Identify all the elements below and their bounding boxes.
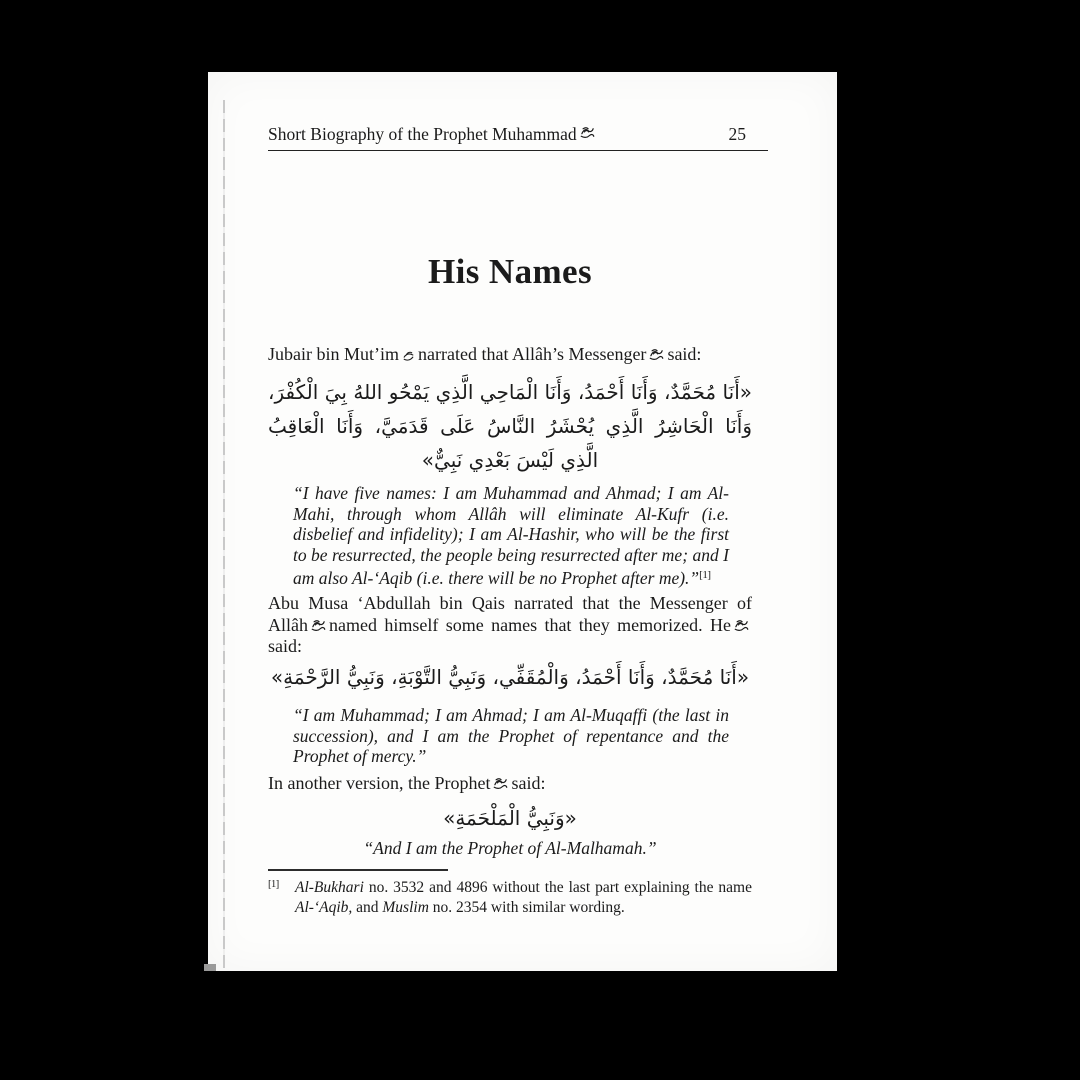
saw-honorific-icon	[493, 776, 508, 791]
footnote-source-bukhari: Al-Bukhari	[295, 879, 364, 896]
arabic-hadith-1: «أَنَا مُحَمَّدٌ، وَأَنَا أَحْمَدُ، وَأَنَا الْمَاحِي الَّذِي يَمْحُو اللهُ بِيَ الْكُفْرَ، وَأَنَا الْحَاشِرُ الَّذِي يُحْشَرُ النَّاسُ عَلَى قَدَمَيَّ، وَأَنَا الْعَاقِبُ الَّذِي لَيْسَ بَعْدِي نَبِيٌّ»	[268, 380, 752, 472]
paragraph-2-text-b: named himself some names that they memorized. He	[329, 614, 731, 635]
saw-honorific-icon	[649, 347, 664, 362]
saw-honorific-icon	[311, 618, 326, 633]
footnote-source-muslim: Muslim	[382, 899, 429, 916]
footnote-marker: [1]	[268, 879, 279, 890]
footnote-text-b: and	[352, 899, 383, 916]
narration-paragraph-1	[268, 344, 752, 366]
translation-2: “I am Muhammad; I am Ahmad; I am Al-Muqaffi (the last in succession), and I am the Prophet of repentance and the Prophet of mercy.”	[293, 705, 729, 766]
translation-1-text: “I have five names: I am Muhammad and Ahmad; I am Al-Mahi, through whom Allâh will eliminate Al-Kufr (i.e. disbelief and infidelity); I am Al-Hashir, who will be the first to be resurrected, the people being resurrected after me; and I am also Al-‘Aqib (i.e. there will be no Prophet after me).”	[293, 483, 729, 588]
ra-honorific-icon	[402, 349, 415, 362]
narration-paragraph-3	[268, 773, 752, 795]
arabic-hadith-2: «أَنَا مُحَمَّدٌ، وَأَنَا أَحْمَدُ، وَالْمُقَفِّي، وَنَبِيُّ التَّوْبَةِ، وَنَبِيُّ الرَّحْمَةِ»	[270, 665, 750, 689]
footnote-separator	[268, 869, 448, 871]
chapter-title: His Names	[427, 252, 592, 291]
running-head	[268, 124, 598, 145]
paragraph-3-text-b: said:	[511, 773, 546, 793]
footnote-reference: [1]	[699, 569, 711, 581]
paragraph-1-text-b: narrated that Allâh’s Messenger	[418, 344, 647, 364]
paragraph-3-text-a: In another version, the Prophet	[268, 773, 491, 793]
paragraph-2-text-c: said:	[268, 636, 302, 656]
page-corner-artifact	[204, 964, 216, 971]
footnote-text	[295, 878, 752, 918]
paragraph-1-text-a: Jubair bin Mut’im	[268, 344, 399, 364]
paragraph-2-text-a: Abu Musa ‘Abdullah bin Qais narrated that the Messenger of Allâh	[268, 593, 752, 635]
footnote-term-aqib: Al-‘Aqib,	[295, 899, 353, 916]
paragraph-1-text-c: said:	[667, 344, 702, 364]
saw-honorific-icon	[580, 125, 595, 140]
saw-honorific-icon	[734, 618, 749, 633]
binding-gutter-line	[223, 100, 225, 968]
page-header	[268, 124, 768, 151]
arabic-hadith-3: «وَنَبِيُّ الْمَلْحَمَةِ»	[443, 806, 577, 830]
translation-1	[293, 483, 729, 589]
page-number: 25	[728, 124, 746, 144]
translation-3: “And I am the Prophet of Al-Malhamah.”	[363, 838, 657, 858]
footnote	[268, 878, 752, 918]
footnote-text-a: no. 3532 and 4896 without the last part explaining the name	[363, 879, 752, 896]
narration-paragraph-2	[268, 593, 752, 658]
running-head-text: Short Biography of the Prophet Muhammad	[268, 124, 577, 144]
footnote-text-c: no. 2354 with similar wording.	[428, 899, 625, 916]
book-page	[208, 72, 837, 971]
